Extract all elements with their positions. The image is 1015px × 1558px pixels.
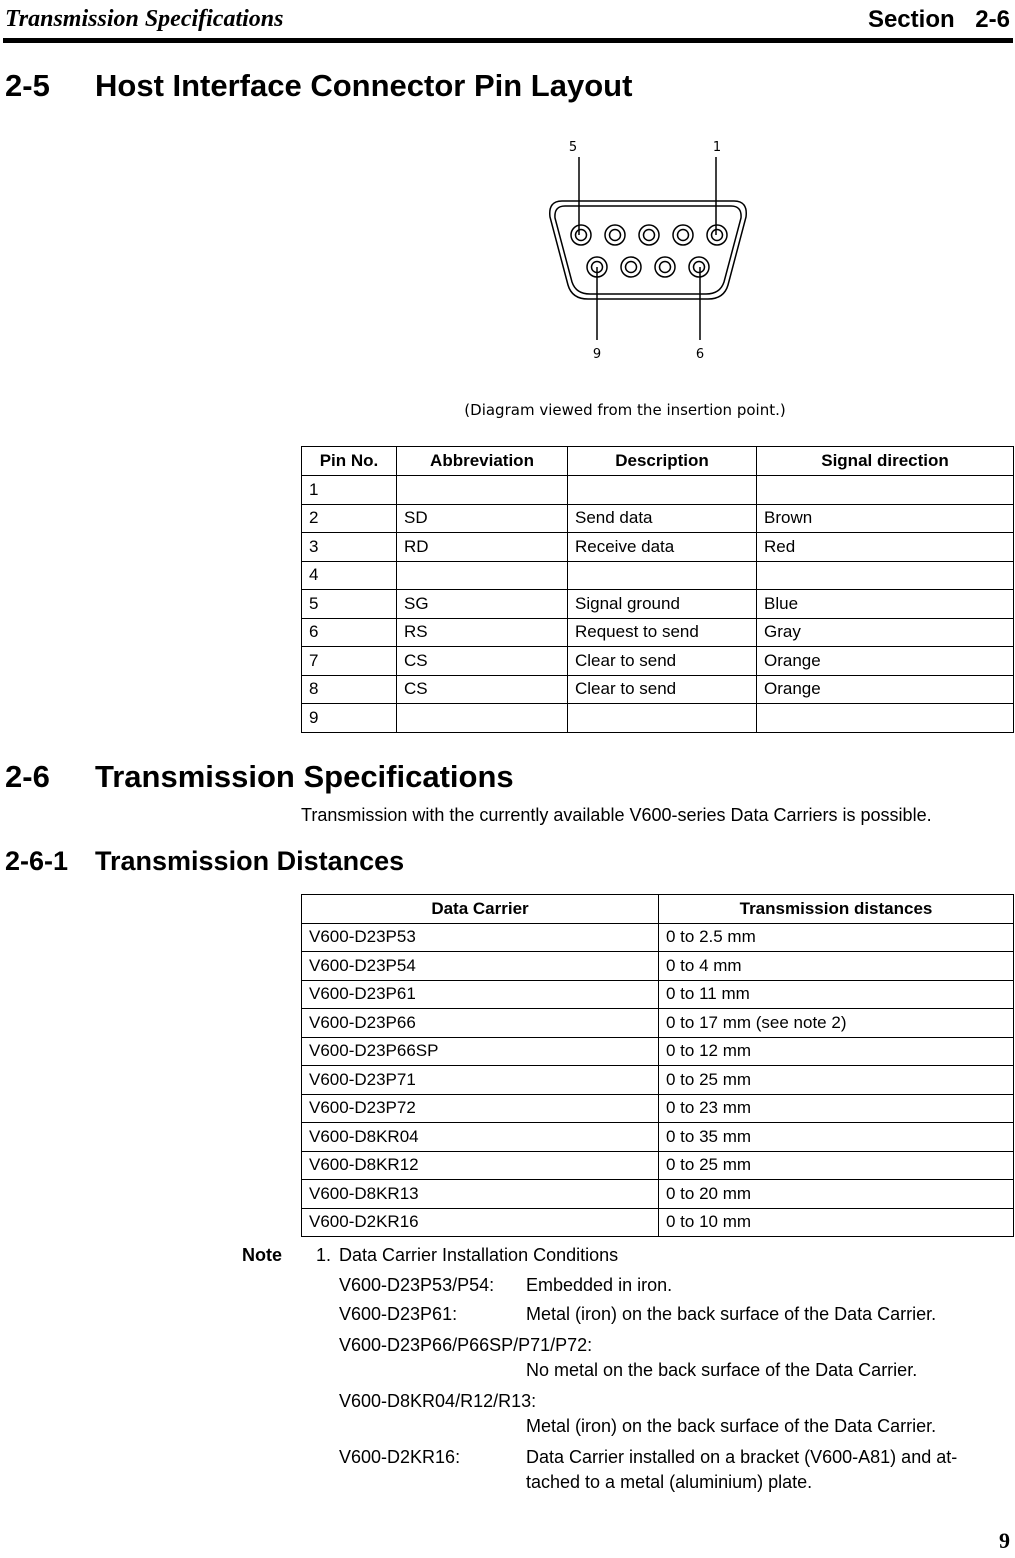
data-carrier-model: V600-D8KR13 <box>302 1180 659 1209</box>
transmission-distance: 0 to 23 mm <box>659 1094 1014 1123</box>
table-row <box>302 1009 1014 1038</box>
table-row <box>302 1208 1014 1237</box>
column-header: Pin No. <box>302 447 397 476</box>
pin-number: 4 <box>302 561 397 590</box>
pin-label-6: 6 <box>695 347 705 362</box>
abbreviation <box>397 704 568 733</box>
condition-text: Metal (iron) on the back surface of the Data Carrier. <box>526 1416 937 1436</box>
table-row <box>302 980 1014 1009</box>
condition-text: Data Carrier installed on a bracket (V600-A81) and at- <box>526 1447 958 1467</box>
table-row <box>302 476 1014 505</box>
transmission-distance: 0 to 20 mm <box>659 1180 1014 1209</box>
db9-connector-diagram <box>540 135 760 370</box>
transmission-distance: 0 to 12 mm <box>659 1037 1014 1066</box>
column-header: Description <box>568 447 757 476</box>
description <box>568 561 757 590</box>
pin-row-top <box>571 225 727 245</box>
signal-direction: Orange <box>757 647 1014 676</box>
running-header <box>5 4 1010 38</box>
abbreviation: RS <box>397 618 568 647</box>
table-row <box>302 923 1014 952</box>
table-row <box>302 618 1014 647</box>
transmission-distance: 0 to 4 mm <box>659 952 1014 981</box>
pin-number: 9 <box>302 704 397 733</box>
table-header-row <box>302 895 1014 924</box>
signal-direction: Gray <box>757 618 1014 647</box>
description <box>568 704 757 733</box>
note-label: Note <box>242 1245 282 1265</box>
connector-shell-inner <box>555 206 741 294</box>
data-carrier-model: V600-D8KR12 <box>302 1151 659 1180</box>
signal-direction: Blue <box>757 590 1014 619</box>
section-intro-text: Transmission with the currently available V600-series Data Carriers is possible. <box>301 805 932 825</box>
data-carrier-model: V600-D23P71 <box>302 1066 659 1095</box>
condition-model: V600-D23P53/P54: <box>339 1275 495 1295</box>
data-carrier-model: V600-D23P66SP <box>302 1037 659 1066</box>
data-carrier-model: V600-D23P72 <box>302 1094 659 1123</box>
data-carrier-model: V600-D2KR16 <box>302 1208 659 1237</box>
description: Signal ground <box>568 590 757 619</box>
note-item-title: Data Carrier Installation Conditions <box>339 1245 619 1265</box>
abbreviation: SD <box>397 504 568 533</box>
signal-direction <box>757 561 1014 590</box>
transmission-distance: 0 to 10 mm <box>659 1208 1014 1237</box>
abbreviation: CS <box>397 675 568 704</box>
data-carrier-model: V600-D23P61 <box>302 980 659 1009</box>
header-section: Section 2-6 <box>867 6 1010 33</box>
pin-number: 8 <box>302 675 397 704</box>
table-row <box>302 1066 1014 1095</box>
transmission-distance: 0 to 25 mm <box>659 1066 1014 1095</box>
table-row <box>302 1094 1014 1123</box>
pin-number: 7 <box>302 647 397 676</box>
table-row <box>302 704 1014 733</box>
table-row <box>302 561 1014 590</box>
header-title: Transmission Specifications <box>5 6 284 32</box>
section-number: 2-6 <box>5 759 50 794</box>
diagram-caption: (Diagram viewed from the insertion point.) <box>464 401 786 419</box>
table-row <box>302 1037 1014 1066</box>
header-rule <box>3 38 1013 43</box>
section-title: Transmission Distances <box>95 846 405 876</box>
condition-text: Metal (iron) on the back surface of the Data Carrier. <box>526 1304 937 1324</box>
abbreviation <box>397 561 568 590</box>
pin-layout-table <box>301 446 1014 733</box>
abbreviation <box>397 476 568 505</box>
section-title: Transmission Specifications <box>95 759 514 794</box>
column-header: Data Carrier <box>302 895 659 924</box>
condition-model: V600-D23P66/P66SP/P71/P72: <box>339 1335 593 1355</box>
table-row <box>302 647 1014 676</box>
description: Request to send <box>568 618 757 647</box>
pin-number: 2 <box>302 504 397 533</box>
table-row <box>302 590 1014 619</box>
signal-direction <box>757 476 1014 505</box>
condition-model: V600-D23P61: <box>339 1304 458 1324</box>
pin-number: 3 <box>302 533 397 562</box>
description: Send data <box>568 504 757 533</box>
data-carrier-model: V600-D8KR04 <box>302 1123 659 1152</box>
condition-model: V600-D8KR04/R12/R13: <box>339 1391 537 1411</box>
description: Clear to send <box>568 647 757 676</box>
description: Clear to send <box>568 675 757 704</box>
pin-number: 6 <box>302 618 397 647</box>
transmission-distance: 0 to 17 mm (see note 2) <box>659 1009 1014 1038</box>
pin-label-5: 5 <box>568 140 578 155</box>
condition-text: No metal on the back surface of the Data Carrier. <box>526 1360 918 1380</box>
connector-drawing <box>540 135 760 370</box>
data-carrier-model: V600-D23P66 <box>302 1009 659 1038</box>
transmission-distance: 0 to 11 mm <box>659 980 1014 1009</box>
section-2-6-heading <box>5 759 514 795</box>
transmission-distance: 0 to 2.5 mm <box>659 923 1014 952</box>
pin-number: 1 <box>302 476 397 505</box>
pin-label-1: 1 <box>712 140 722 155</box>
condition-text: Embedded in iron. <box>526 1275 673 1295</box>
pin-row-bottom <box>587 257 709 277</box>
section-2-5-heading <box>5 68 632 104</box>
pin-label-9: 9 <box>592 347 602 362</box>
table-row <box>302 1180 1014 1209</box>
description <box>568 476 757 505</box>
description: Receive data <box>568 533 757 562</box>
section-title: Host Interface Connector Pin Layout <box>95 68 633 103</box>
table-row <box>302 675 1014 704</box>
column-header: Transmission distances <box>659 895 1014 924</box>
abbreviation: CS <box>397 647 568 676</box>
condition-text-continued: tached to a metal (aluminium) plate. <box>526 1472 813 1492</box>
table-header-row <box>302 447 1014 476</box>
section-number: 2-6-1 <box>5 846 69 876</box>
signal-direction <box>757 704 1014 733</box>
column-header: Signal direction <box>757 447 1014 476</box>
data-carrier-model: V600-D23P54 <box>302 952 659 981</box>
table-row <box>302 533 1014 562</box>
column-header: Abbreviation <box>397 447 568 476</box>
table-row <box>302 952 1014 981</box>
transmission-distance: 0 to 25 mm <box>659 1151 1014 1180</box>
signal-direction: Orange <box>757 675 1014 704</box>
table-row <box>302 504 1014 533</box>
page-number: 9 <box>999 1528 1010 1553</box>
section-2-6-1-heading <box>5 846 404 877</box>
note-item-number: 1. <box>316 1245 332 1265</box>
table-row <box>302 1151 1014 1180</box>
transmission-distance: 0 to 35 mm <box>659 1123 1014 1152</box>
condition-model: V600-D2KR16: <box>339 1447 461 1467</box>
signal-direction: Red <box>757 533 1014 562</box>
section-number: 2-5 <box>5 68 50 103</box>
abbreviation: RD <box>397 533 568 562</box>
signal-direction: Brown <box>757 504 1014 533</box>
abbreviation: SG <box>397 590 568 619</box>
pin-number: 5 <box>302 590 397 619</box>
table-row <box>302 1123 1014 1152</box>
transmission-distance-table <box>301 894 1014 1237</box>
data-carrier-model: V600-D23P53 <box>302 923 659 952</box>
